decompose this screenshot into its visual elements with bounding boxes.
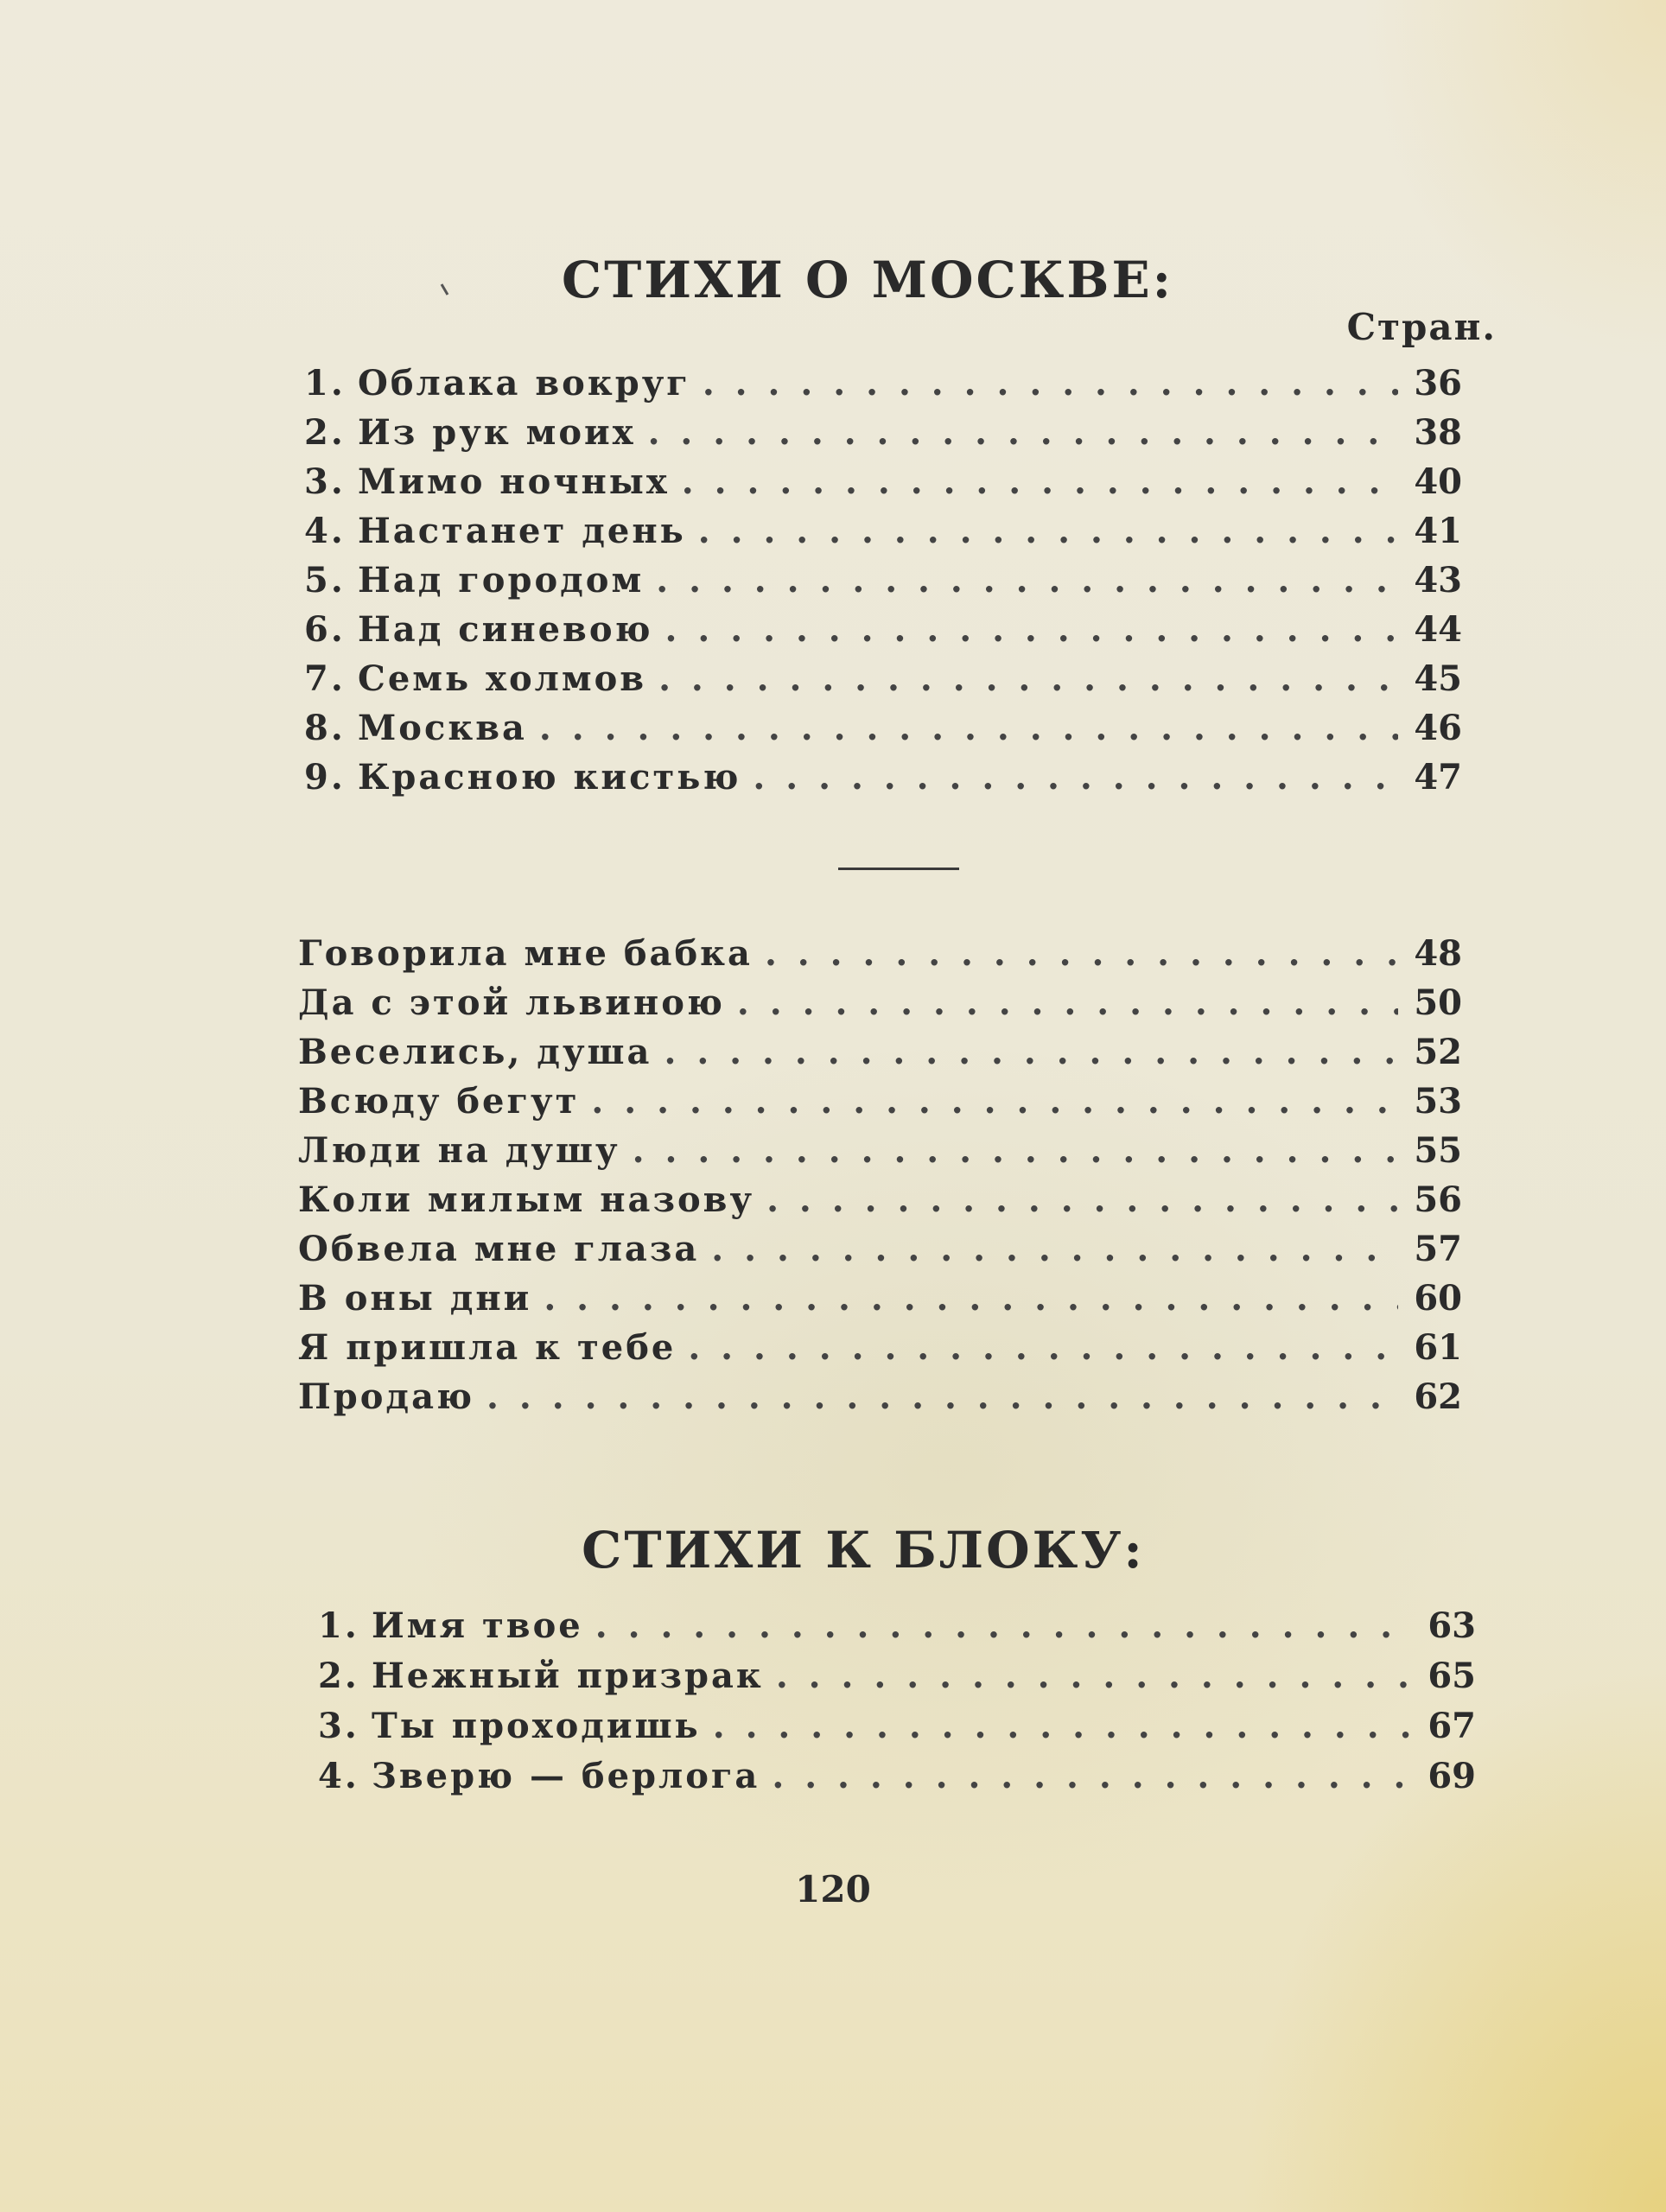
toc-list-moscow	[304, 363, 1462, 806]
toc-entry	[298, 1376, 1462, 1426]
entry-title: Зверю — берлога	[372, 1756, 760, 1796]
entry-title: Я пришла к тебе	[298, 1327, 677, 1368]
entry-title: Настанет день	[358, 511, 686, 551]
toc-entry	[318, 1756, 1476, 1806]
toc-entry	[304, 560, 1462, 609]
entry-title: Имя твое	[372, 1605, 583, 1646]
toc-entry	[304, 708, 1462, 757]
entry-number: 2.	[318, 1656, 359, 1696]
toc-entry	[304, 461, 1462, 511]
entry-page: 67	[1428, 1706, 1476, 1746]
entry-title: В оны дни	[298, 1278, 532, 1319]
dot-leader	[711, 1229, 1398, 1269]
dot-leader	[753, 757, 1398, 798]
toc-entry	[298, 982, 1462, 1032]
entry-page: 50	[1414, 982, 1462, 1023]
entry-number: 9.	[304, 757, 346, 798]
entry-page: 62	[1414, 1376, 1462, 1417]
dot-leader	[591, 1081, 1398, 1122]
toc-entry	[304, 658, 1462, 708]
dot-leader	[713, 1706, 1412, 1746]
entry-number: 7.	[304, 658, 346, 699]
entry-title: Коли милым назову	[298, 1179, 755, 1220]
section-heading-blok: СТИХИ К БЛОКУ:	[582, 1521, 1145, 1580]
page-number: 120	[795, 1868, 871, 1910]
entry-title: Над синевою	[358, 609, 653, 650]
toc-entry	[298, 1130, 1462, 1179]
entry-page: 41	[1414, 511, 1462, 551]
page-column-label: Стран.	[1346, 306, 1497, 348]
entry-number: 3.	[304, 461, 346, 502]
toc-entry	[304, 412, 1462, 461]
dot-leader	[688, 1327, 1398, 1368]
entry-page: 56	[1414, 1179, 1462, 1220]
toc-entry	[304, 363, 1462, 412]
dot-leader	[486, 1376, 1398, 1417]
toc-entry	[304, 511, 1462, 560]
dot-leader	[766, 1179, 1398, 1220]
toc-entry	[298, 1229, 1462, 1278]
entry-page: 40	[1414, 461, 1462, 502]
entry-title: Всюду бегут	[298, 1081, 580, 1122]
entry-page: 63	[1428, 1605, 1476, 1646]
dot-leader	[633, 1130, 1398, 1171]
dot-leader	[776, 1656, 1412, 1696]
toc-entry	[298, 1278, 1462, 1327]
dot-leader	[539, 708, 1398, 748]
dot-leader	[682, 461, 1398, 502]
entry-page: 46	[1414, 708, 1462, 748]
entry-title: Да с этой львиною	[298, 982, 725, 1023]
entry-page: 57	[1414, 1229, 1462, 1269]
toc-entry	[304, 609, 1462, 658]
toc-list-blok	[318, 1605, 1476, 1806]
toc-entry	[304, 757, 1462, 806]
entry-number: 4.	[304, 511, 346, 551]
entry-number: 1.	[304, 363, 346, 404]
dot-leader	[595, 1605, 1412, 1646]
toc-list-untitled	[298, 933, 1462, 1426]
entry-title: Мимо ночных	[358, 461, 670, 502]
toc-entry	[298, 933, 1462, 982]
dot-leader	[737, 982, 1398, 1023]
entry-number: 1.	[318, 1605, 359, 1646]
entry-number: 8.	[304, 708, 346, 748]
dot-leader	[648, 412, 1398, 453]
dot-leader	[703, 363, 1398, 404]
entry-page: 36	[1414, 363, 1462, 404]
entry-page: 48	[1414, 933, 1462, 974]
dot-leader	[698, 511, 1398, 551]
entry-title: Москва	[358, 708, 527, 748]
toc-entry	[298, 1327, 1462, 1376]
entry-page: 61	[1414, 1327, 1462, 1368]
entry-title: Говорила мне бабка	[298, 933, 753, 974]
dot-leader	[765, 933, 1398, 974]
toc-entry	[318, 1605, 1476, 1656]
section-divider	[838, 868, 959, 870]
entry-number: 6.	[304, 609, 346, 650]
entry-page: 69	[1428, 1756, 1476, 1796]
entry-title: Обвела мне глаза	[298, 1229, 700, 1269]
entry-number: 2.	[304, 412, 346, 453]
entry-page: 47	[1414, 757, 1462, 798]
entry-number: 4.	[318, 1756, 359, 1796]
entry-page: 44	[1414, 609, 1462, 650]
entry-title: Облака вокруг	[358, 363, 690, 404]
entry-title: Из рук моих	[358, 412, 636, 453]
entry-title: Семь холмов	[358, 658, 647, 699]
dot-leader	[665, 609, 1398, 650]
entry-page: 38	[1414, 412, 1462, 453]
entry-title: Продаю	[298, 1376, 475, 1417]
toc-entry	[318, 1656, 1476, 1706]
dot-leader	[544, 1278, 1398, 1319]
entry-page: 55	[1414, 1130, 1462, 1171]
dot-leader	[656, 560, 1398, 601]
entry-page: 43	[1414, 560, 1462, 601]
entry-page: 53	[1414, 1081, 1462, 1122]
entry-page: 60	[1414, 1278, 1462, 1319]
entry-title: Ты проходишь	[372, 1706, 701, 1746]
entry-page: 52	[1414, 1032, 1462, 1072]
entry-number: 5.	[304, 560, 346, 601]
entry-title: Над городом	[358, 560, 645, 601]
entry-number: 3.	[318, 1706, 359, 1746]
toc-entry	[318, 1706, 1476, 1756]
entry-title: Люди на душу	[298, 1130, 620, 1171]
section-heading-moscow: СТИХИ О МОСКВЕ:	[561, 251, 1174, 309]
entry-title: Веселись, душа	[298, 1032, 652, 1072]
entry-title: Нежный призрак	[372, 1656, 764, 1696]
dot-leader	[664, 1032, 1398, 1072]
dot-leader	[658, 658, 1398, 699]
toc-entry	[298, 1081, 1462, 1130]
entry-page: 65	[1428, 1656, 1476, 1696]
entry-title: Красною кистью	[358, 757, 741, 798]
dot-leader	[772, 1756, 1412, 1796]
entry-page: 45	[1414, 658, 1462, 699]
toc-entry	[298, 1179, 1462, 1229]
toc-entry	[298, 1032, 1462, 1081]
